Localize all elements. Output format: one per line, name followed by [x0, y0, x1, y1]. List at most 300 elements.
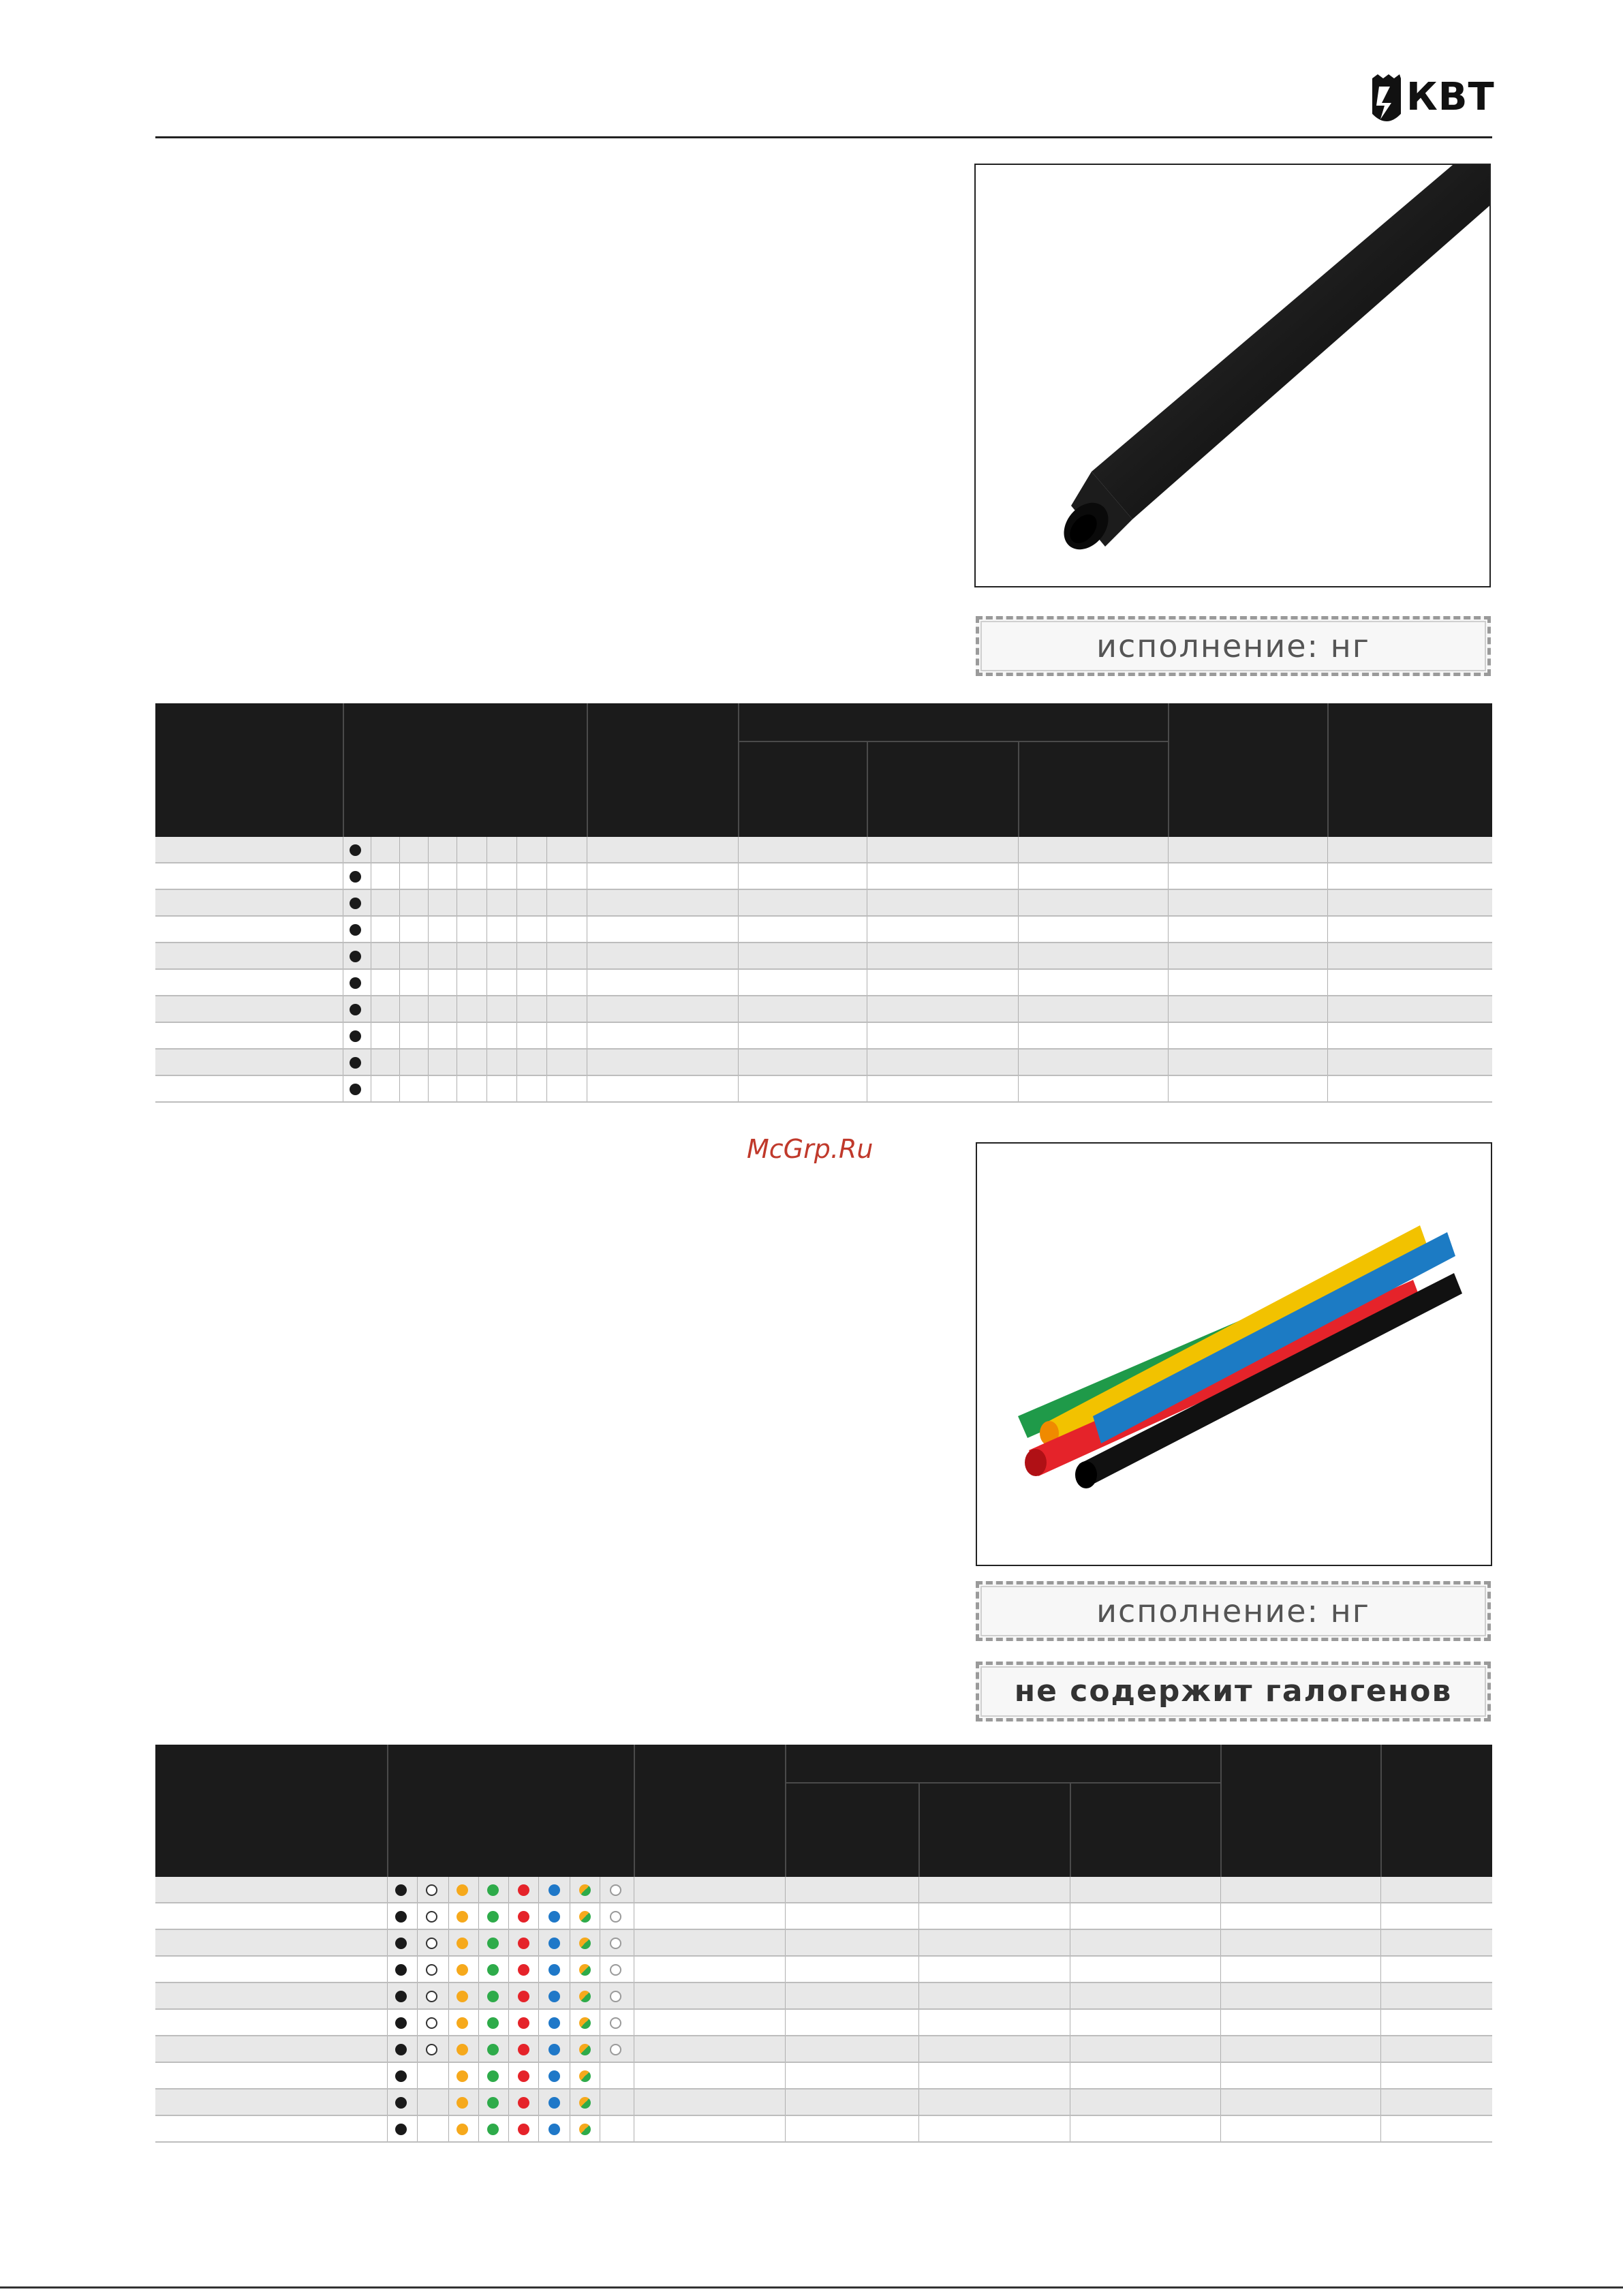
- cell-divider: [516, 970, 517, 995]
- cell-divider: [486, 917, 487, 942]
- cell-divider: [918, 1983, 919, 2008]
- color-dot-yellow: [457, 2124, 468, 2135]
- color-dot-blue: [548, 2017, 560, 2029]
- color-dot-white: [426, 2044, 437, 2055]
- cell-divider: [399, 943, 400, 968]
- cell-divider: [428, 943, 429, 968]
- color-dot-red: [518, 2097, 529, 2109]
- cell-divider: [1168, 837, 1169, 862]
- cell-divider: [1018, 943, 1019, 968]
- color-dot-black: [350, 951, 361, 962]
- table-row: [155, 1877, 1492, 1903]
- color-dot-black: [395, 1964, 407, 1976]
- cell-divider: [538, 2063, 539, 2088]
- cell-divider: [1327, 970, 1328, 995]
- cell-divider: [486, 1050, 487, 1075]
- color-dot-clear: [610, 1938, 621, 1949]
- cell-divider: [918, 2090, 919, 2115]
- table-row: [155, 943, 1492, 970]
- cell-divider: [1327, 996, 1328, 1022]
- cell-divider: [399, 917, 400, 942]
- cell-divider: [486, 970, 487, 995]
- color-dot-clear: [610, 1911, 621, 1923]
- table-row: [155, 970, 1492, 996]
- cell-divider: [486, 863, 487, 889]
- stamp-halogen-free: не содержит галогенов: [976, 1662, 1491, 1721]
- header-divider: [587, 703, 588, 837]
- cell-divider: [516, 1023, 517, 1048]
- color-dot-yellow: [457, 2070, 468, 2082]
- cell-divider: [538, 2090, 539, 2115]
- cell-divider: [387, 1903, 388, 1929]
- cell-divider: [1220, 1983, 1221, 2008]
- cell-divider: [448, 2116, 449, 2141]
- cell-divider: [546, 1076, 547, 1101]
- cell-divider: [387, 1930, 388, 1955]
- color-dot-yellow-green: [579, 2044, 591, 2055]
- cell-divider: [486, 943, 487, 968]
- cell-divider: [1380, 2090, 1381, 2115]
- color-dot-black: [350, 977, 361, 989]
- cell-divider: [738, 1076, 739, 1101]
- cell-divider: [478, 1903, 479, 1929]
- cell-divider: [417, 1877, 418, 1902]
- cell-divider: [738, 917, 739, 942]
- color-dot-clear: [610, 1884, 621, 1896]
- color-dot-blue: [548, 1991, 560, 2002]
- cell-divider: [1327, 890, 1328, 915]
- cell-divider: [428, 890, 429, 915]
- cell-divider: [546, 996, 547, 1022]
- cell-divider: [417, 1957, 418, 1982]
- cell-divider: [1220, 1903, 1221, 1929]
- cell-divider: [417, 2116, 418, 2141]
- cell-divider: [738, 943, 739, 968]
- product-table-2: [155, 1745, 1492, 2144]
- cell-divider: [1327, 1023, 1328, 1048]
- table-1-header: [155, 703, 1492, 837]
- color-dot-blue: [548, 2044, 560, 2055]
- cell-divider: [1018, 863, 1019, 889]
- cell-divider: [486, 890, 487, 915]
- color-dot-yellow: [457, 1991, 468, 2002]
- cell-divider: [508, 2010, 509, 2035]
- cell-divider: [478, 2116, 479, 2141]
- cell-divider: [538, 1903, 539, 1929]
- cell-divider: [546, 1050, 547, 1075]
- color-dot-black: [350, 1030, 361, 1042]
- cell-divider: [1220, 1957, 1221, 1982]
- cell-divider: [516, 1076, 517, 1101]
- color-dot-yellow: [457, 1938, 468, 1949]
- cell-divider: [785, 2090, 786, 2115]
- cell-divider: [399, 1076, 400, 1101]
- cell-divider: [508, 2116, 509, 2141]
- header-divider: [785, 1745, 786, 1877]
- cell-divider: [399, 863, 400, 889]
- cell-divider: [1327, 837, 1328, 862]
- cell-divider: [448, 1903, 449, 1929]
- cell-divider: [546, 943, 547, 968]
- color-dot-yellow: [457, 1911, 468, 1923]
- cell-divider: [478, 2090, 479, 2115]
- cell-divider: [399, 996, 400, 1022]
- cell-divider: [486, 1076, 487, 1101]
- cell-divider: [918, 1957, 919, 1982]
- cell-divider: [399, 837, 400, 862]
- cell-divider: [387, 2063, 388, 2088]
- table-row: [155, 1023, 1492, 1050]
- color-dot-white: [426, 2017, 437, 2029]
- cell-divider: [516, 1050, 517, 1075]
- header-divider: [634, 1745, 635, 1877]
- cell-divider: [738, 1050, 739, 1075]
- color-dot-red: [518, 1938, 529, 1949]
- color-dot-red: [518, 1884, 529, 1896]
- color-dot-black: [395, 1991, 407, 2002]
- color-dot-clear: [610, 2044, 621, 2055]
- cell-divider: [428, 970, 429, 995]
- header-divider: [1168, 703, 1169, 837]
- cell-divider: [1327, 1076, 1328, 1101]
- color-dot-red: [518, 1911, 529, 1923]
- color-dot-black: [350, 898, 361, 909]
- cell-divider: [1018, 890, 1019, 915]
- watermark: McGrp.Ru: [747, 1134, 874, 1164]
- color-dot-yellow: [457, 2097, 468, 2109]
- cell-divider: [1168, 996, 1169, 1022]
- cell-divider: [785, 2036, 786, 2062]
- color-dot-black: [350, 871, 361, 883]
- cell-divider: [1380, 2063, 1381, 2088]
- cell-divider: [538, 1983, 539, 2008]
- cell-divider: [1168, 863, 1169, 889]
- product-photo-black-tube: [974, 164, 1491, 587]
- header-subdivider: [867, 741, 868, 837]
- cell-divider: [1380, 1983, 1381, 2008]
- color-dot-yellow-green: [579, 1964, 591, 1976]
- color-dot-black: [395, 2070, 407, 2082]
- header-group-divider: [785, 1782, 1220, 1784]
- color-dot-red: [518, 2017, 529, 2029]
- cell-divider: [1168, 890, 1169, 915]
- header-divider: [387, 1745, 388, 1877]
- cell-divider: [478, 2010, 479, 2035]
- color-dot-blue: [548, 1938, 560, 1949]
- cell-divider: [508, 1930, 509, 1955]
- cell-divider: [448, 1983, 449, 2008]
- cell-divider: [417, 1983, 418, 2008]
- cell-divider: [417, 2010, 418, 2035]
- header-group-divider: [738, 741, 1168, 742]
- color-dot-yellow-green: [579, 1991, 591, 2002]
- color-dot-white: [426, 1991, 437, 2002]
- footer-rule: [0, 2286, 1623, 2289]
- cell-divider: [417, 2063, 418, 2088]
- cell-divider: [1380, 2036, 1381, 2062]
- cell-divider: [486, 996, 487, 1022]
- cell-divider: [428, 837, 429, 862]
- table-row: [155, 837, 1492, 863]
- color-dot-yellow-green: [579, 1938, 591, 1949]
- cell-divider: [1220, 2063, 1221, 2088]
- color-dot-yellow: [457, 2044, 468, 2055]
- cell-divider: [538, 2116, 539, 2141]
- color-dot-green: [487, 2017, 499, 2029]
- cell-divider: [428, 863, 429, 889]
- cell-divider: [1018, 1023, 1019, 1048]
- cell-divider: [1327, 863, 1328, 889]
- cell-divider: [738, 970, 739, 995]
- cell-divider: [546, 837, 547, 862]
- cell-divider: [508, 1877, 509, 1902]
- cell-divider: [417, 1930, 418, 1955]
- cell-divider: [1168, 943, 1169, 968]
- table-row: [155, 2063, 1492, 2090]
- color-dot-black: [395, 1911, 407, 1923]
- color-dot-red: [518, 2044, 529, 2055]
- stamp-flame-retardant-1: исполнение: нг: [976, 616, 1491, 676]
- cell-divider: [478, 1930, 479, 1955]
- color-dot-white: [426, 1911, 437, 1923]
- color-dot-black: [350, 844, 361, 856]
- cell-divider: [399, 970, 400, 995]
- color-dot-black: [395, 2124, 407, 2135]
- cell-divider: [428, 1076, 429, 1101]
- cell-divider: [1327, 943, 1328, 968]
- color-dot-green: [487, 1911, 499, 1923]
- brand-name: КВТ: [1406, 75, 1495, 119]
- cell-divider: [538, 2036, 539, 2062]
- cell-divider: [516, 943, 517, 968]
- color-dot-green: [487, 2070, 499, 2082]
- cell-divider: [1018, 996, 1019, 1022]
- cell-divider: [478, 2036, 479, 2062]
- cell-divider: [546, 863, 547, 889]
- cell-divider: [785, 1903, 786, 1929]
- cell-divider: [1220, 1930, 1221, 1955]
- cell-divider: [738, 863, 739, 889]
- cell-divider: [516, 863, 517, 889]
- cell-divider: [478, 1877, 479, 1902]
- color-dot-yellow-green: [579, 2124, 591, 2135]
- color-dot-black: [350, 1084, 361, 1095]
- color-dot-blue: [548, 2097, 560, 2109]
- cell-divider: [387, 2036, 388, 2062]
- cell-divider: [918, 1877, 919, 1902]
- color-dot-green: [487, 2097, 499, 2109]
- cell-divider: [478, 1983, 479, 2008]
- header-divider: [343, 703, 344, 837]
- cell-divider: [486, 837, 487, 862]
- color-dot-blue: [548, 2124, 560, 2135]
- table-row: [155, 917, 1492, 943]
- header-divider: [1220, 1745, 1222, 1877]
- color-dot-green: [487, 2124, 499, 2135]
- cell-divider: [448, 1957, 449, 1982]
- cell-divider: [785, 2010, 786, 2035]
- cell-divider: [1380, 1877, 1381, 1902]
- cell-divider: [508, 1983, 509, 2008]
- cell-divider: [738, 837, 739, 862]
- cell-divider: [1220, 2116, 1221, 2141]
- color-dot-black: [350, 1004, 361, 1015]
- header-subdivider: [1070, 1782, 1071, 1877]
- header-divider: [738, 703, 739, 837]
- cell-divider: [478, 1957, 479, 1982]
- cell-divider: [516, 890, 517, 915]
- cell-divider: [1168, 917, 1169, 942]
- cell-divider: [1168, 1076, 1169, 1101]
- color-dot-white: [426, 1938, 437, 1949]
- cell-divider: [785, 1983, 786, 2008]
- color-dot-white: [426, 1964, 437, 1976]
- cell-divider: [918, 2116, 919, 2141]
- cell-divider: [508, 2063, 509, 2088]
- color-dot-white: [426, 1884, 437, 1896]
- color-dot-black: [350, 924, 361, 936]
- cell-divider: [387, 1983, 388, 2008]
- table-2-header: [155, 1745, 1492, 1877]
- cell-divider: [508, 1903, 509, 1929]
- header-subdivider: [1018, 741, 1019, 837]
- cell-divider: [428, 917, 429, 942]
- color-dot-black: [395, 2017, 407, 2029]
- table-row: [155, 1983, 1492, 2010]
- color-dot-green: [487, 1884, 499, 1896]
- product-photo-colored-tubes: [976, 1142, 1492, 1566]
- cell-divider: [1220, 2010, 1221, 2035]
- color-dot-yellow: [457, 1884, 468, 1896]
- cell-divider: [417, 2090, 418, 2115]
- cell-divider: [918, 2010, 919, 2035]
- cell-divider: [508, 1957, 509, 1982]
- table-row: [155, 1957, 1492, 1983]
- color-dot-black: [395, 1938, 407, 1949]
- cell-divider: [546, 1023, 547, 1048]
- cell-divider: [538, 1957, 539, 1982]
- cell-divider: [785, 2116, 786, 2141]
- cell-divider: [428, 1023, 429, 1048]
- cell-divider: [478, 2063, 479, 2088]
- stamp-flame-retardant-2: исполнение: нг: [976, 1581, 1491, 1641]
- cell-divider: [516, 996, 517, 1022]
- color-dot-blue: [548, 1964, 560, 1976]
- cell-divider: [546, 970, 547, 995]
- table-row: [155, 2090, 1492, 2116]
- color-dot-black: [395, 1884, 407, 1896]
- color-dot-green: [487, 1991, 499, 2002]
- cell-divider: [918, 2036, 919, 2062]
- cell-divider: [516, 917, 517, 942]
- cell-divider: [417, 1903, 418, 1929]
- cell-divider: [508, 2090, 509, 2115]
- table-row: [155, 996, 1492, 1023]
- cell-divider: [1168, 1050, 1169, 1075]
- cell-divider: [785, 1957, 786, 1982]
- cell-divider: [387, 1877, 388, 1902]
- color-dot-black: [350, 1057, 361, 1069]
- table-row: [155, 2116, 1492, 2143]
- table-row: [155, 1903, 1492, 1930]
- table-row: [155, 2036, 1492, 2063]
- cell-divider: [1018, 837, 1019, 862]
- cell-divider: [399, 1050, 400, 1075]
- cell-divider: [1380, 2116, 1381, 2141]
- header-rule: [155, 136, 1492, 138]
- cell-divider: [387, 2090, 388, 2115]
- cell-divider: [1220, 1877, 1221, 1902]
- color-dot-clear: [610, 1964, 621, 1976]
- cell-divider: [918, 2063, 919, 2088]
- cell-divider: [448, 1877, 449, 1902]
- cell-divider: [1018, 1050, 1019, 1075]
- header-subdivider: [918, 1782, 920, 1877]
- cell-divider: [1327, 917, 1328, 942]
- cell-divider: [428, 996, 429, 1022]
- cell-divider: [1018, 917, 1019, 942]
- cell-divider: [738, 1023, 739, 1048]
- cell-divider: [785, 1877, 786, 1902]
- cell-divider: [387, 1957, 388, 1982]
- color-dot-yellow-green: [579, 1911, 591, 1923]
- color-dot-yellow: [457, 1964, 468, 1976]
- cell-divider: [738, 890, 739, 915]
- cell-divider: [546, 917, 547, 942]
- cell-divider: [387, 2010, 388, 2035]
- color-dot-green: [487, 2044, 499, 2055]
- cell-divider: [1018, 970, 1019, 995]
- cell-divider: [417, 2036, 418, 2062]
- product-table-1: [155, 703, 1492, 1104]
- table-row: [155, 1050, 1492, 1076]
- color-dot-yellow-green: [579, 2017, 591, 2029]
- color-dot-red: [518, 2124, 529, 2135]
- table-row: [155, 890, 1492, 917]
- cell-divider: [738, 996, 739, 1022]
- cell-divider: [399, 1023, 400, 1048]
- color-dot-red: [518, 1991, 529, 2002]
- cell-divider: [785, 1930, 786, 1955]
- color-dot-red: [518, 1964, 529, 1976]
- header-divider: [1380, 1745, 1382, 1877]
- table-row: [155, 2010, 1492, 2036]
- cell-divider: [508, 2036, 509, 2062]
- cell-divider: [1168, 970, 1169, 995]
- cell-divider: [538, 1877, 539, 1902]
- cell-divider: [1380, 1903, 1381, 1929]
- color-dot-black: [395, 2097, 407, 2109]
- cell-divider: [448, 2010, 449, 2035]
- cell-divider: [428, 1050, 429, 1075]
- cell-divider: [448, 2063, 449, 2088]
- color-dot-yellow-green: [579, 2070, 591, 2082]
- cell-divider: [785, 2063, 786, 2088]
- cell-divider: [1327, 1050, 1328, 1075]
- cell-divider: [1168, 1023, 1169, 1048]
- cell-divider: [448, 2036, 449, 2062]
- color-dot-blue: [548, 1884, 560, 1896]
- cell-divider: [546, 890, 547, 915]
- color-dot-clear: [610, 1991, 621, 2002]
- color-dot-yellow: [457, 2017, 468, 2029]
- table-row: [155, 1076, 1492, 1103]
- cell-divider: [448, 2090, 449, 2115]
- color-dot-red: [518, 2070, 529, 2082]
- color-dot-blue: [548, 2070, 560, 2082]
- cell-divider: [399, 890, 400, 915]
- cell-divider: [918, 1930, 919, 1955]
